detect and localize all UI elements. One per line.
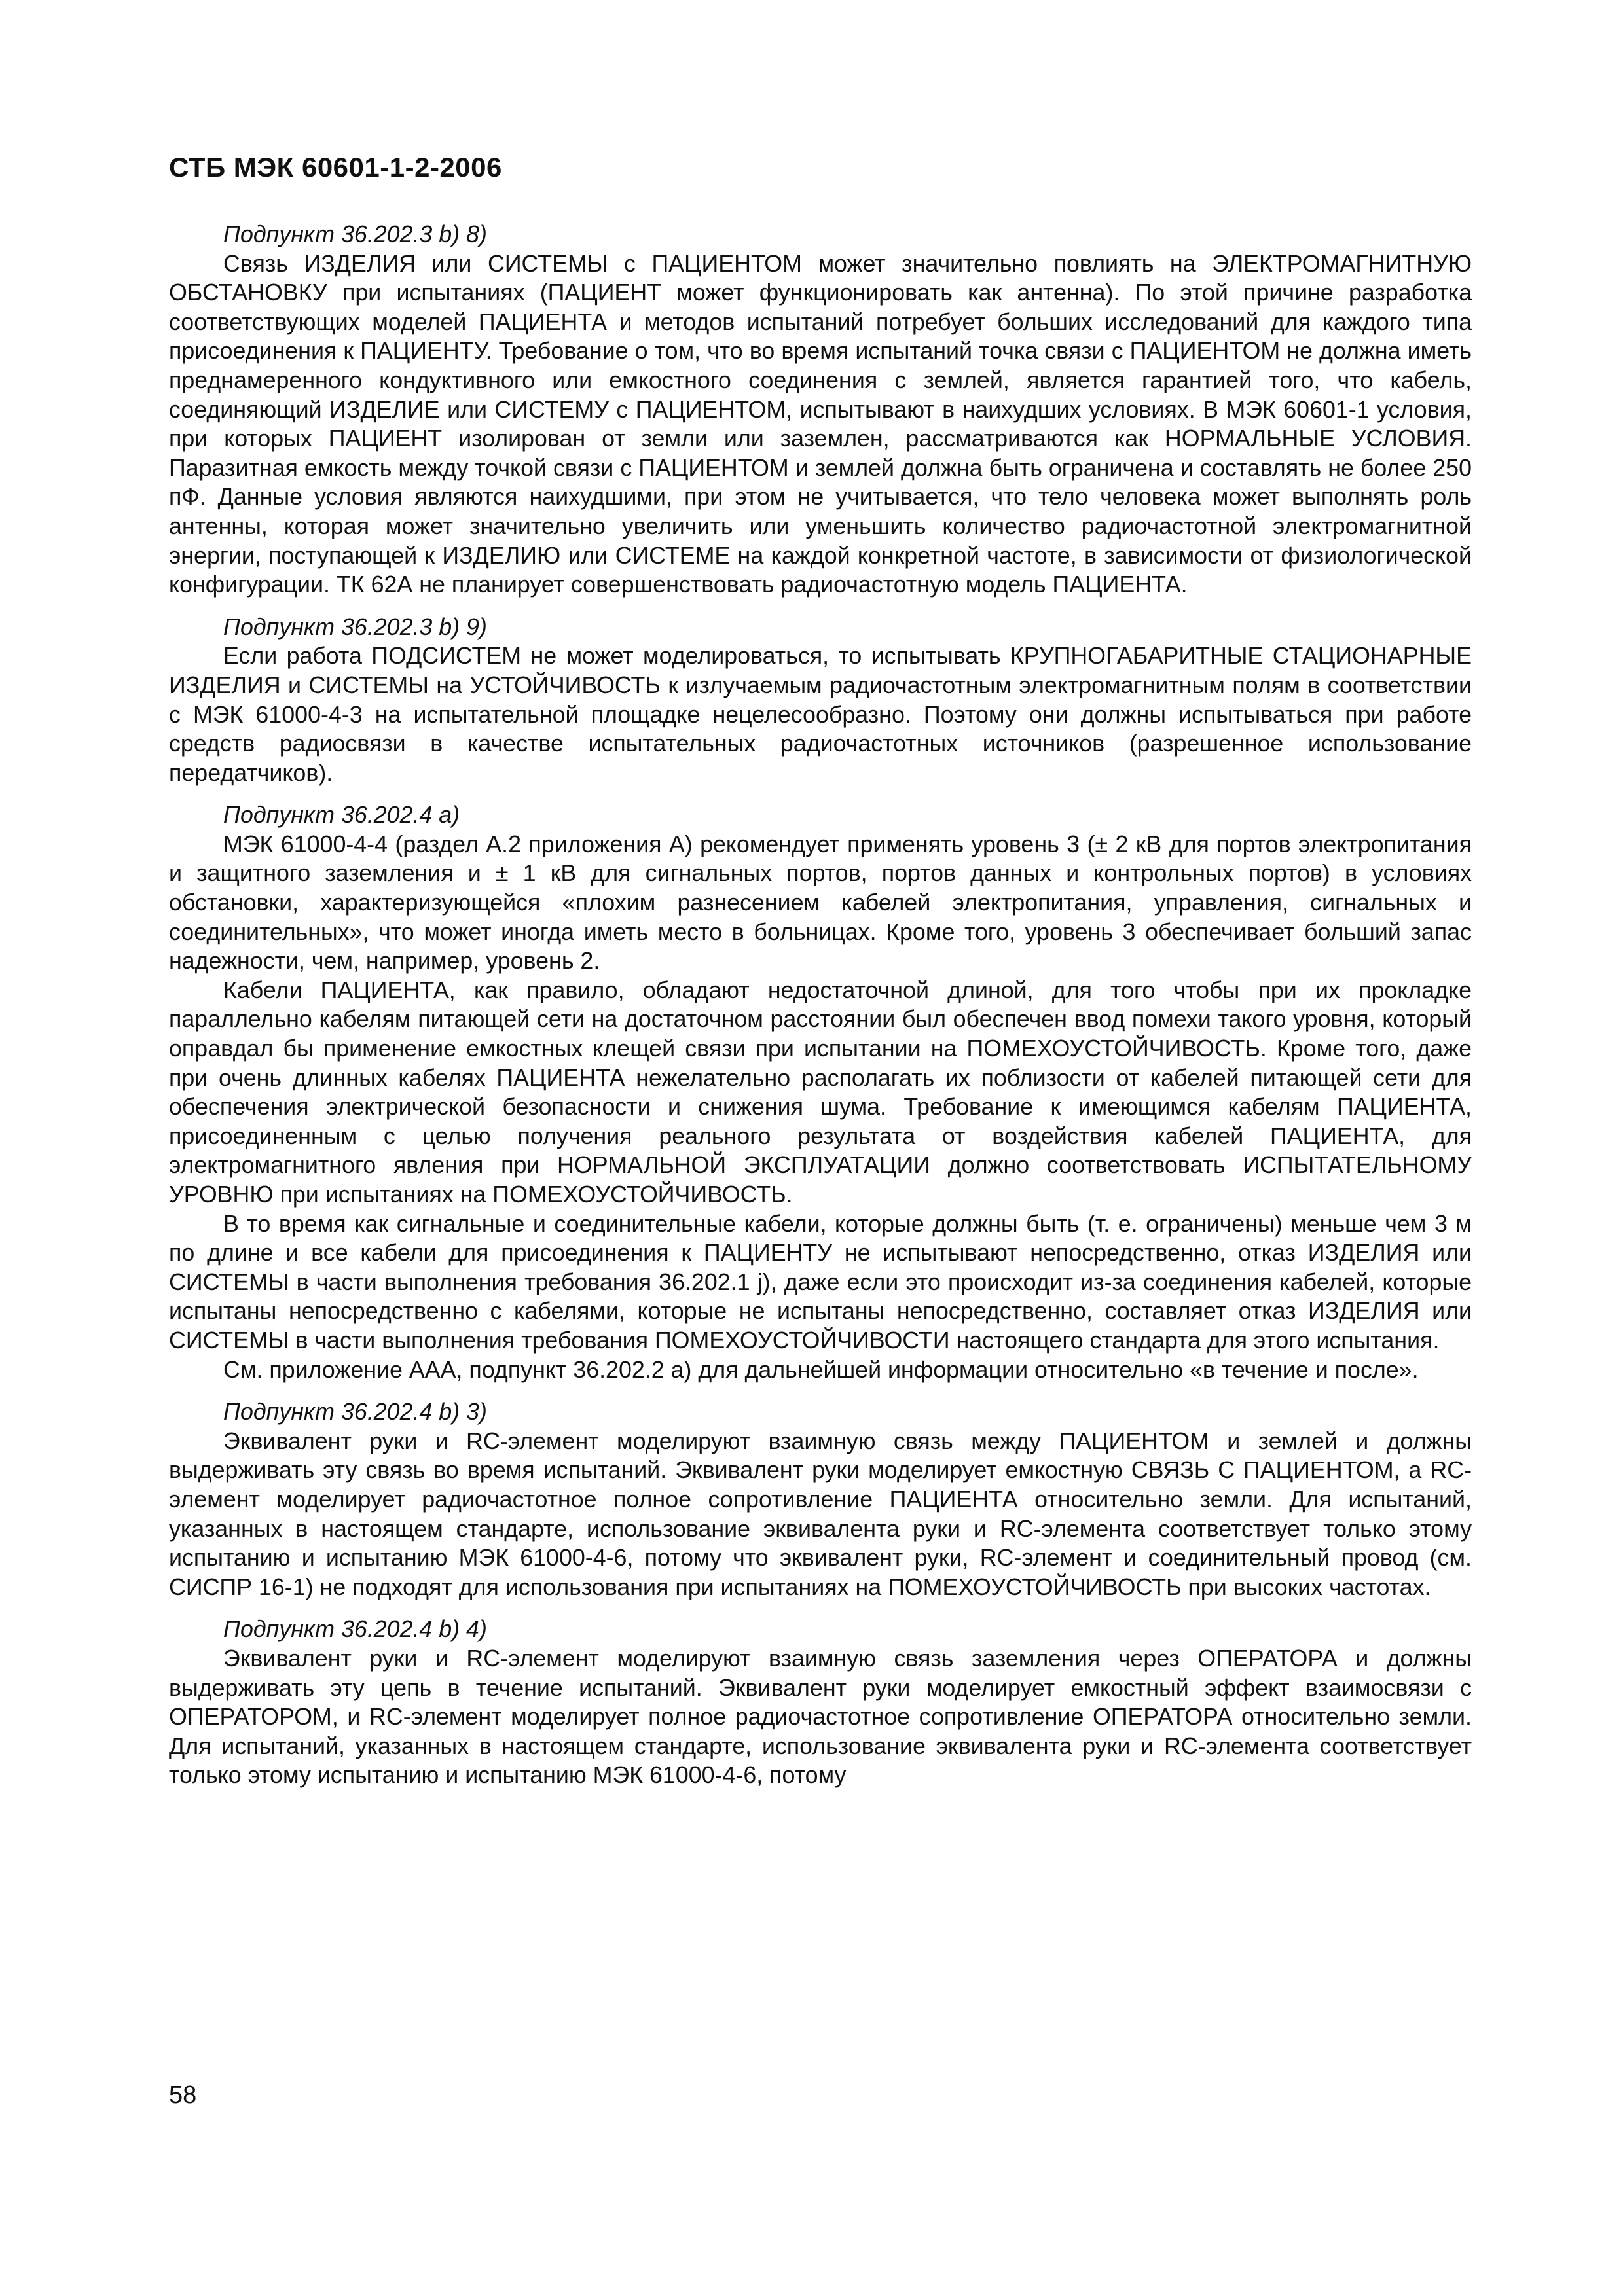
section	[169, 613, 1472, 788]
paragraph: МЭК 61000-4-4 (раздел А.2 приложения А) рекомендует применять уровень 3 (± 2 кВ для портов электропитания и защитного заземления и ± 1 кВ для сигнальных портов, портов данных и контрольных портов) в условиях обстановки, характеризующейся «плохим разнесением кабелей электропитания, управления, сигнальных и соединительных», что может иногда иметь место в больницах. Кроме того, уровень 3 обеспечивает больший запас надежности, чем, например, уровень 2.	[169, 831, 1472, 975]
section	[169, 1397, 1472, 1602]
section	[169, 1615, 1472, 1790]
subclause-heading: Подпункт 36.202.4 а)	[223, 802, 460, 829]
subclause-heading: Подпункт 36.202.3 b) 9)	[223, 613, 487, 640]
paragraph: В то время как сигнальные и соединительные кабели, которые должны быть (т. е. ограничены) меньше чем 3 м по длине и все кабели для присоединения к ПАЦИЕНТУ не испытывают непосредственно, отказ ИЗДЕЛИЯ или СИСТЕМЫ в части выполнения требования 36.202.1 j), даже если это происходит из-за соединения кабелей, которые испытаны непосредственно с кабелями, которые не испытаны непосредственно, составляет отказ ИЗДЕЛИЯ или СИСТЕМЫ в части выполнения требования ПОМЕХОУСТОЙЧИВОСТИ настоящего стандарта для этого испытания.	[169, 1210, 1472, 1354]
paragraph: Если работа ПОДСИСТЕМ не может моделироваться, то испытывать КРУПНОГАБАРИТНЫЕ СТАЦИОНАРНЫЕ ИЗДЕЛИЯ и СИСТЕМЫ на УСТОЙЧИВОСТЬ к излучаемым радиочастотным электромагнитным полям в соответствии с МЭК 61000-4-3 на испытательной площадке нецелесообразно. Поэтому они должны испытываться при работе средств радиосвязи в качестве испытательных радиочастотных источников (разрешенное использование передатчиков).	[169, 643, 1472, 786]
subclause-heading: Подпункт 36.202.4 b) 4)	[223, 1616, 487, 1643]
subclause-heading: Подпункт 36.202.4 b) 3)	[223, 1399, 487, 1426]
page-number: 58	[169, 2081, 197, 2109]
document-id-header: СТБ МЭК 60601-1-2-2006	[169, 152, 502, 183]
section	[169, 800, 1472, 1384]
section	[169, 220, 1472, 600]
paragraph: Кабели ПАЦИЕНТА, как правило, обладают недостаточной длиной, для того чтобы при их прокладке параллельно кабелям питающей сети на достаточном расстоянии был обеспечен ввод помехи такого уровня, который оправдал бы применение емкостных клещей связи при испытании на ПОМЕХОУСТОЙЧИВОСТЬ. Кроме того, даже при очень длинных кабелях ПАЦИЕНТА нежелательно располагать их поблизости от кабелей питающей сети для обеспечения электрической безопасности и снижения шума. Требование к имеющимся кабелям ПАЦИЕНТА, присоединенным с целью получения реального результата от воздействия кабелей ПАЦИЕНТА, для электромагнитного явления при НОРМАЛЬНОЙ ЭКСПЛУАТАЦИИ должно соответствовать ИСПЫТАТЕЛЬНОМУ УРОВНЮ при испытаниях на ПОМЕХОУСТОЙЧИВОСТЬ.	[169, 977, 1472, 1208]
paragraph: См. приложение ААА, подпункт 36.202.2 а) для дальнейшей информации относительно «в течение и после».	[223, 1356, 1419, 1383]
paragraph: Связь ИЗДЕЛИЯ или СИСТЕМЫ с ПАЦИЕНТОМ может значительно повлиять на ЭЛЕКТРОМАГНИТНУЮ ОБСТАНОВКУ при испытаниях (ПАЦИЕНТ может функционировать как антенна). По этой причине разработка соответствующих моделей ПАЦИЕНТА и методов испытаний потребует больших исследований для каждого типа присоединения к ПАЦИЕНТУ. Требование о том, что во время испытаний точка связи с ПАЦИЕНТОМ не должна иметь преднамеренного кондуктивного или емкостного соединения с землей, является гарантией того, что кабель, соединяющий ИЗДЕЛИЕ или СИСТЕМУ с ПАЦИЕНТОМ, испытывают в наихудших условиях. В МЭК 60601-1 условия, при которых ПАЦИЕНТ изолирован от земли или заземлен, рассматриваются как НОРМАЛЬНЫЕ УСЛОВИЯ. Паразитная емкость между точкой связи с ПАЦИЕНТОМ и землей должна быть ограничена и составлять не более 250 пФ. Данные условия являются наихудшими, при этом не учитывается, что тело человека может выполнять роль антенны, которая может значительно увеличить или уменьшить количество радиочастотной электромагнитной энергии, поступающей к ИЗДЕЛИЮ или СИСТЕМЕ на каждой конкретной частоте, в зависимости от физиологической конфигурации. ТК 62А не планирует совершенствовать радиочастотную модель ПАЦИЕНТА.	[169, 250, 1472, 598]
paragraph: Эквивалент руки и RC-элемент моделируют взаимную связь между ПАЦИЕНТОМ и землей и должны выдерживать эту связь во время испытаний. Эквивалент руки моделирует емкостную СВЯЗЬ С ПАЦИЕНТОМ, а RC-элемент моделирует радиочастотное полное сопротивление ПАЦИЕНТА относительно земли. Для испытаний, указанных в настоящем стандарте, использование эквивалента руки и RC-элемента соответствует только этому испытанию и испытанию МЭК 61000-4-6, потому что эквивалент руки, RC-элемент и соединительный провод (см. СИСПР 16-1) не подходят для использования при испытаниях на ПОМЕХОУСТОЙЧИВОСТЬ при высоких частотах.	[169, 1427, 1472, 1600]
subclause-heading: Подпункт 36.202.3 b) 8)	[223, 221, 487, 247]
paragraph: Эквивалент руки и RC-элемент моделируют взаимную связь заземления через ОПЕРАТОРА и должны выдерживать эту цепь в течение испытаний. Эквивалент руки моделирует емкостный эффект взаимосвязи с ОПЕРАТОРОМ, и RC-элемент моделирует полное радиочастотное сопротивление ОПЕРАТОРА относительно земли. Для испытаний, указанных в настоящем стандарте, использование эквивалента руки и RC-элемента соответствует только этому испытанию и испытанию МЭК 61000-4-6, потому	[169, 1645, 1472, 1789]
document-body	[169, 220, 1472, 1803]
